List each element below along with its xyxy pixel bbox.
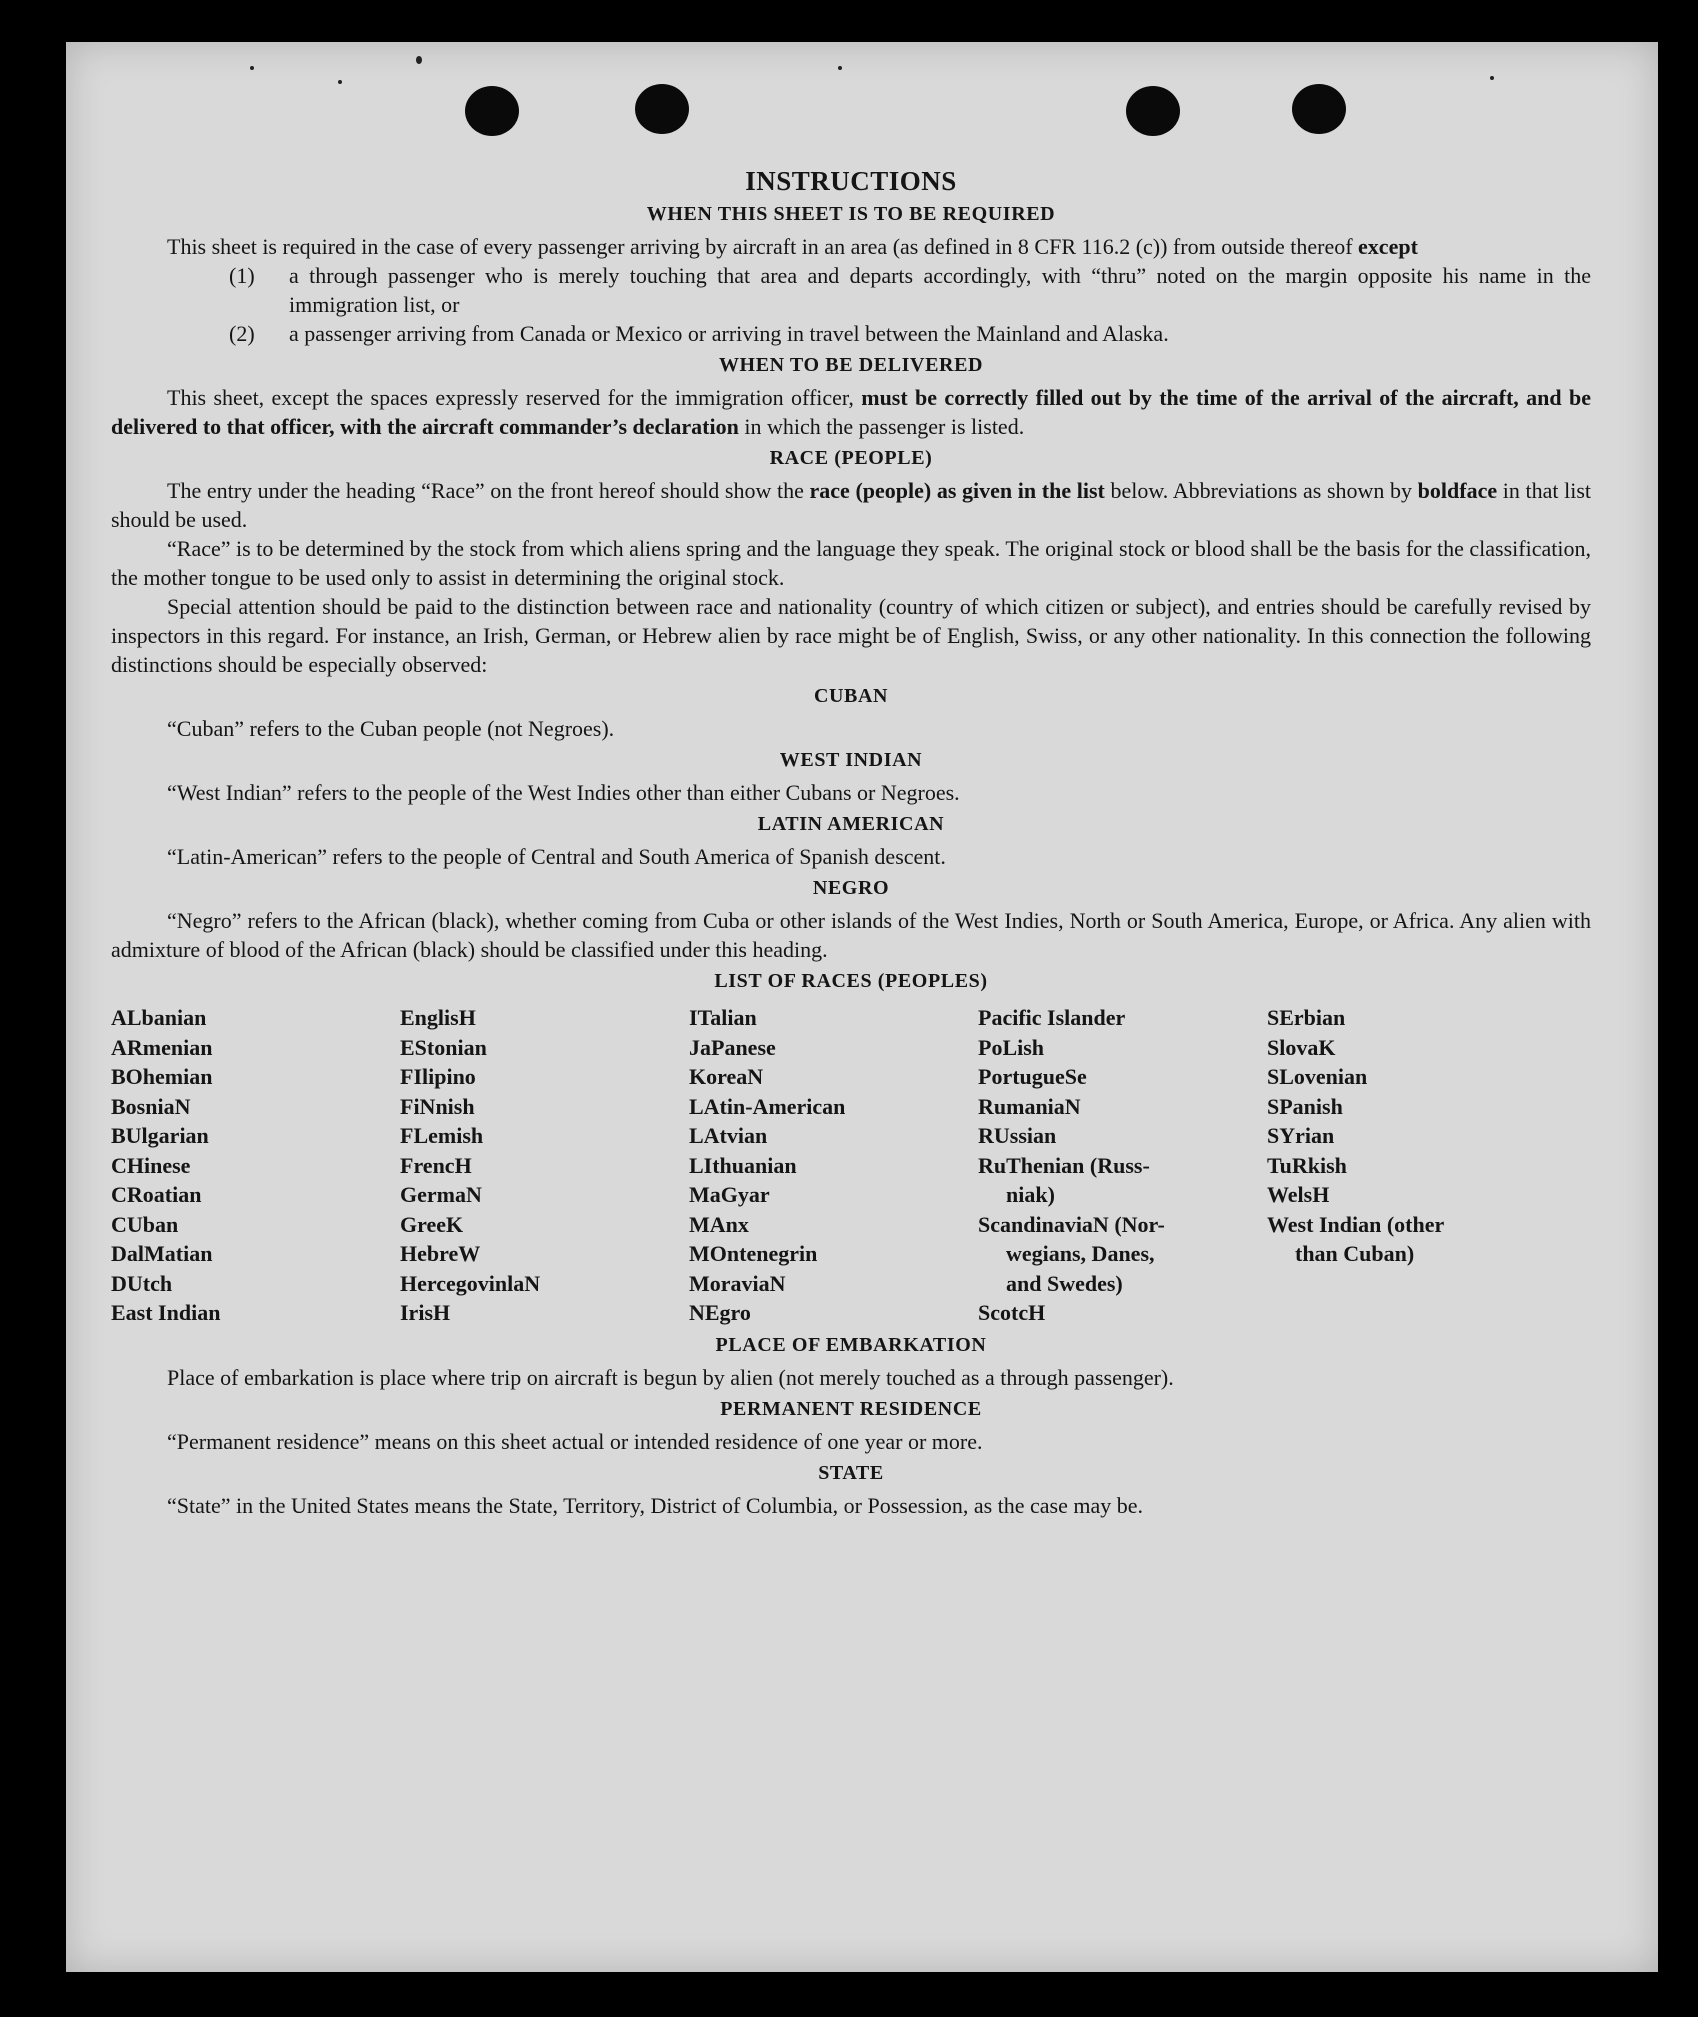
race-entry: BUlgarian bbox=[111, 1123, 209, 1148]
section-heading-list-of-races: LIST OF RACES (PEOPLES) bbox=[714, 970, 988, 992]
race-entry: SLovenian bbox=[1267, 1064, 1368, 1089]
race-entry: JaPanese bbox=[689, 1034, 776, 1060]
race-entry: HercegovinlaN bbox=[400, 1270, 541, 1296]
punch-hole bbox=[1126, 86, 1180, 136]
races-column bbox=[111, 1003, 400, 1328]
race-entry: Pacific Islander bbox=[978, 1005, 1126, 1030]
race-entry: RumaniaN bbox=[978, 1093, 1081, 1119]
race-entry: HebreW bbox=[400, 1241, 481, 1266]
race-entry: ScotcH bbox=[978, 1300, 1046, 1325]
scan-speck bbox=[838, 66, 842, 70]
race-entry: RuThenian (Russ- bbox=[978, 1152, 1150, 1178]
scan-speck bbox=[1490, 76, 1494, 80]
races-column bbox=[400, 1003, 689, 1328]
race-entry: ALbanian bbox=[111, 1005, 207, 1030]
race-entry-continuation: and Swedes) bbox=[1006, 1270, 1123, 1296]
race-entry: CRoatian bbox=[111, 1182, 202, 1207]
punch-hole bbox=[465, 86, 519, 136]
races-list bbox=[111, 1003, 1591, 1328]
race-entry: LAtin-American bbox=[689, 1093, 846, 1119]
race-entry: NEgro bbox=[689, 1300, 751, 1325]
section-heading-when-required: WHEN THIS SHEET IS TO BE REQUIRED bbox=[646, 203, 1056, 225]
race-entry: LAtvian bbox=[689, 1123, 768, 1148]
race-entry: PoLish bbox=[978, 1034, 1045, 1060]
races-column bbox=[1267, 1003, 1556, 1328]
race-entry: MaGyar bbox=[689, 1182, 770, 1207]
race-entry: DUtch bbox=[111, 1270, 173, 1296]
race-entry: ScandinaviaN (Nor- bbox=[978, 1211, 1165, 1237]
race-entry: TuRkish bbox=[1267, 1152, 1347, 1178]
race-entry: ITalian bbox=[689, 1005, 757, 1030]
section-heading-when-delivered: WHEN TO BE DELIVERED bbox=[718, 354, 984, 376]
embarkation-definition: Place of embarkation is place where trip on aircraft is begun by alien (not merely touched as a through passenger). bbox=[167, 1364, 1174, 1390]
race-entry: EStonian bbox=[400, 1034, 487, 1060]
section-heading-permanent-residence: PERMANENT RESIDENCE bbox=[720, 1397, 982, 1420]
state-definition: “State” in the United States means the State, Territory, District of Columbia, or Possession, as the case may be. bbox=[167, 1492, 1144, 1518]
race-entry: CUban bbox=[111, 1211, 179, 1237]
race-entry: SYrian bbox=[1267, 1123, 1335, 1148]
instructions-content bbox=[111, 166, 1591, 1520]
race-paragraph-3: Special attention should be paid to the distinction between race and nationality (country of which citizen or subject), and entries should be carefully revised by inspectors in this regard. For instance, an Irish, German, or Hebrew alien by race might be of English, Swiss, or any other nationality. In this connection the following distinctions should be especially observed: bbox=[111, 594, 1591, 677]
cuban-definition: “Cuban” refers to the Cuban people (not Negroes). bbox=[167, 716, 615, 741]
race-entry: FrencH bbox=[400, 1152, 472, 1178]
section-heading-embarkation: PLACE OF EMBARKATION bbox=[715, 1333, 987, 1356]
punch-hole bbox=[635, 84, 689, 134]
race-entry: MOntenegrin bbox=[689, 1241, 818, 1266]
page-title: INSTRUCTIONS bbox=[745, 166, 957, 196]
negro-definition: “Negro” refers to the African (black), whether coming from Cuba or other islands of the West Indies, North or South America, Europe, or Africa. Any alien with admixture of blood of the African (black) should be classified under this heading. bbox=[111, 908, 1591, 962]
section-heading-state: STATE bbox=[818, 1461, 884, 1484]
race-entry: MAnx bbox=[689, 1211, 749, 1237]
race-entry-continuation: wegians, Danes, bbox=[1006, 1241, 1155, 1266]
race-entry: BOhemian bbox=[111, 1064, 213, 1089]
document-page bbox=[66, 42, 1658, 1972]
punch-hole bbox=[1292, 84, 1346, 134]
race-entry: GreeK bbox=[400, 1211, 464, 1237]
when-delivered-paragraph: This sheet, except the spaces expressly reserved for the immigration officer, must be correctly filled out by the time of the arrival of the aircraft, and be delivered to that officer, with the aircraft commander’s declaration in which the passenger is listed. bbox=[111, 385, 1592, 439]
race-entry: IrisH bbox=[400, 1300, 451, 1325]
race-entry: RUssian bbox=[978, 1123, 1057, 1148]
race-entry: MoraviaN bbox=[689, 1270, 786, 1296]
race-entry: GermaN bbox=[400, 1182, 482, 1207]
race-entry: SErbian bbox=[1267, 1005, 1346, 1030]
section-heading-race: RACE (PEOPLE) bbox=[769, 447, 933, 469]
latin-american-definition: “Latin-American” refers to the people of Central and South America of Spanish descent. bbox=[167, 844, 946, 869]
race-entry: DalMatian bbox=[111, 1241, 213, 1266]
race-entry: EnglisH bbox=[400, 1005, 476, 1030]
race-entry: FiNnish bbox=[400, 1093, 475, 1119]
scan-speck bbox=[416, 56, 422, 64]
scan-speck bbox=[250, 66, 254, 70]
race-entry: PortugueSe bbox=[978, 1064, 1087, 1089]
section-heading-negro: NEGRO bbox=[812, 877, 890, 899]
race-entry: ARmenian bbox=[111, 1034, 213, 1060]
race-entry: SPanish bbox=[1267, 1093, 1343, 1119]
race-paragraph-1: The entry under the heading “Race” on the front hereof should show the race (people) as given in the list below. Abbreviations as shown by boldface in that list should be used. bbox=[111, 478, 1592, 532]
race-entry: KoreaN bbox=[689, 1064, 764, 1089]
race-entry: FLemish bbox=[400, 1123, 484, 1148]
when-required-paragraph: This sheet is required in the case of every passenger arriving by aircraft in an area (as defined in 8 CFR 116.2 (c)) from outside thereof except bbox=[167, 234, 1418, 259]
race-entry: SlovaK bbox=[1267, 1034, 1336, 1060]
west-indian-definition: “West Indian” refers to the people of the West Indies other than either Cubans or Negroes. bbox=[167, 780, 960, 805]
race-entry: East Indian bbox=[111, 1300, 221, 1325]
section-heading-west-indian: WEST INDIAN bbox=[779, 749, 923, 771]
race-entry-continuation: than Cuban) bbox=[1295, 1241, 1415, 1266]
race-entry: WelsH bbox=[1267, 1182, 1330, 1207]
races-column bbox=[978, 1003, 1267, 1328]
section-heading-latin-american: LATIN AMERICAN bbox=[757, 813, 945, 835]
permanent-residence-definition: “Permanent residence” means on this sheet actual or intended residence of one year or more. bbox=[167, 1428, 983, 1454]
race-entry: CHinese bbox=[111, 1152, 191, 1178]
section-heading-cuban: CUBAN bbox=[813, 685, 889, 707]
race-entry: BosniaN bbox=[111, 1093, 191, 1119]
races-column bbox=[689, 1003, 978, 1328]
race-entry: West Indian (other bbox=[1267, 1211, 1445, 1237]
scan-speck bbox=[338, 80, 342, 84]
exception-item: (1) a through passenger who is merely touching that area and departs accordingly, with “thru” noted on the margin opposite his name in the immigration list, or bbox=[229, 263, 1591, 317]
race-entry: LIthuanian bbox=[689, 1152, 797, 1178]
race-paragraph-2: “Race” is to be determined by the stock from which aliens spring and the language they speak. The original stock or blood shall be the basis for the classification, the mother tongue to be used only to assist in determining the original stock. bbox=[111, 536, 1591, 590]
race-entry-continuation: niak) bbox=[1006, 1182, 1055, 1207]
race-entry: FIlipino bbox=[400, 1064, 476, 1089]
exception-item: (2) a passenger arriving from Canada or Mexico or arriving in travel between the Mainland and Alaska. bbox=[229, 321, 1169, 346]
